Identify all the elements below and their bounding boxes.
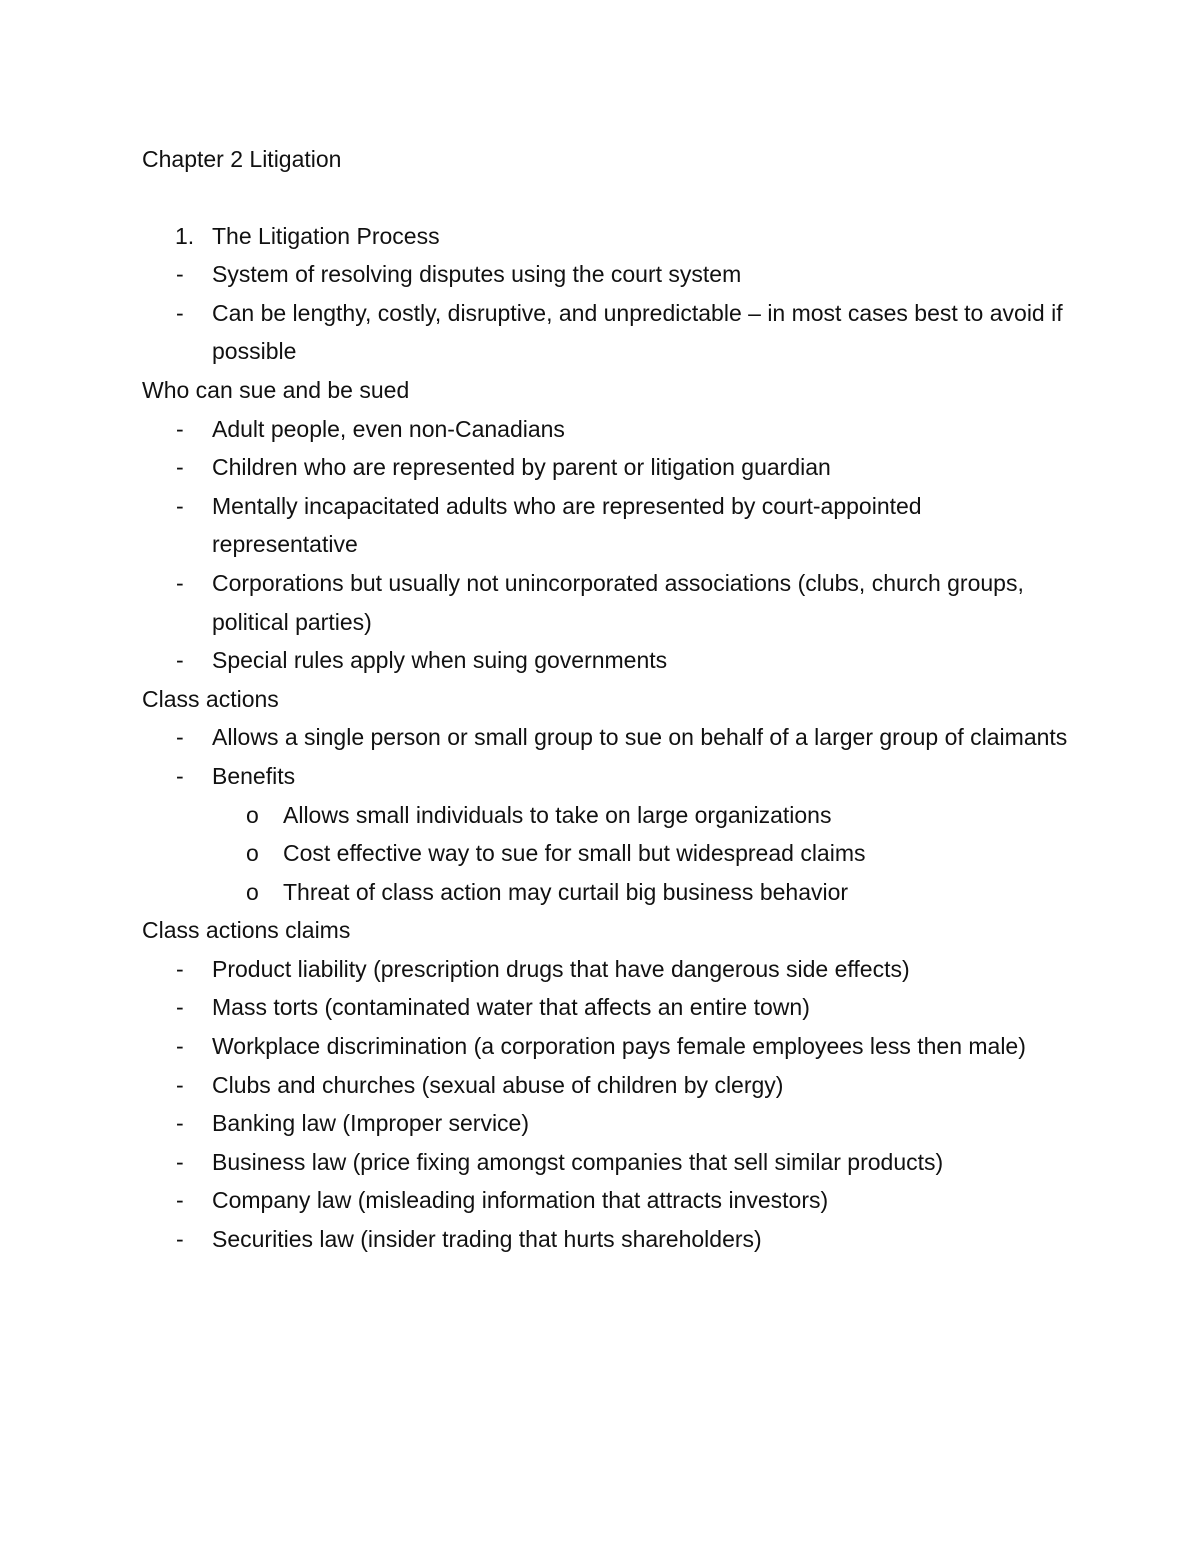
list-item	[142, 487, 1072, 564]
list-item	[142, 950, 1072, 989]
dash-marker: -	[176, 955, 184, 982]
list-item	[142, 1104, 1072, 1143]
sub-list-item-text: Threat of class action may curtail big business behavior	[283, 878, 849, 905]
list-item-text: Business law (price fixing amongst companies that sell similar products)	[212, 1148, 944, 1175]
dash-marker: -	[176, 1148, 184, 1175]
sub-list-item-text: Allows small individuals to take on large organizations	[283, 801, 832, 828]
list-item	[142, 1181, 1072, 1220]
dash-marker: -	[176, 1110, 184, 1137]
list-item	[142, 255, 1072, 294]
list-item-text: Mass torts (contaminated water that affects an entire town)	[212, 994, 810, 1021]
dash-marker: -	[176, 724, 184, 751]
dash-marker: -	[176, 261, 184, 288]
list-item	[142, 448, 1072, 487]
list-item	[142, 1027, 1072, 1066]
list-item-text: Benefits	[212, 762, 296, 789]
list-item	[142, 564, 1072, 641]
list-item-text: Children who are represented by parent or litigation guardian	[212, 454, 831, 481]
list-item-text: Corporations but usually not unincorporated associations (clubs, church groups, political parties)	[212, 569, 1024, 635]
document-content	[142, 140, 1072, 1259]
list-item-text: Adult people, even non-Canadians	[212, 415, 565, 442]
list-item-text: System of resolving disputes using the court system	[212, 261, 742, 288]
list-item-text: Mentally incapacitated adults who are represented by court-appointed representative	[212, 492, 922, 558]
list-item	[142, 1143, 1072, 1182]
sub-list-item	[142, 796, 1072, 835]
list-item-text: Banking law (Improper service)	[212, 1110, 530, 1137]
number-marker: 1.	[175, 222, 195, 249]
list-item-text: Can be lengthy, costly, disruptive, and unpredictable – in most cases best to avoid if possible	[212, 299, 1063, 365]
dash-marker: -	[176, 492, 184, 519]
dash-marker: -	[176, 1187, 184, 1214]
dash-marker: -	[176, 1033, 184, 1060]
list-item	[142, 1066, 1072, 1105]
dash-marker: -	[176, 762, 184, 789]
circle-marker: o	[246, 840, 259, 867]
list-item-text: Special rules apply when suing governments	[212, 647, 668, 674]
list-item	[142, 757, 1072, 796]
list-item-text: Clubs and churches (sexual abuse of children by clergy)	[212, 1071, 784, 1098]
dash-marker: -	[176, 415, 184, 442]
dash-marker: -	[176, 569, 184, 596]
list-item	[142, 1220, 1072, 1259]
circle-marker: o	[246, 801, 259, 828]
list-item-text: Product liability (prescription drugs that have dangerous side effects)	[212, 955, 910, 982]
dash-marker: -	[176, 299, 184, 326]
list-item	[142, 294, 1072, 371]
list-item	[142, 988, 1072, 1027]
list-item	[142, 718, 1072, 757]
section-heading-class-actions: Class actions	[142, 685, 279, 712]
section-heading-who-can-sue: Who can sue and be sued	[142, 376, 410, 403]
list-item	[142, 641, 1072, 680]
numbered-heading-litigation-process	[142, 217, 1072, 256]
section-heading-text: The Litigation Process	[212, 222, 440, 249]
dash-marker: -	[176, 647, 184, 674]
list-item-text: Company law (misleading information that attracts investors)	[212, 1187, 829, 1214]
dash-marker: -	[176, 994, 184, 1021]
sub-list-item	[142, 873, 1072, 912]
list-item-text: Workplace discrimination (a corporation pays female employees less then male)	[212, 1033, 1026, 1060]
list-item	[142, 410, 1072, 449]
page-title: Chapter 2 Litigation	[142, 146, 342, 172]
list-item-text: Allows a single person or small group to sue on behalf of a larger group of claimants	[212, 724, 1068, 751]
section-heading-class-actions-claims: Class actions claims	[142, 917, 351, 944]
sub-list-item-text: Cost effective way to sue for small but widespread claims	[283, 840, 866, 867]
circle-marker: o	[246, 878, 259, 905]
list-item-text: Securities law (insider trading that hurts shareholders)	[212, 1226, 762, 1253]
dash-marker: -	[176, 1071, 184, 1098]
dash-marker: -	[176, 454, 184, 481]
sub-list-item	[142, 834, 1072, 873]
dash-marker: -	[176, 1226, 184, 1253]
